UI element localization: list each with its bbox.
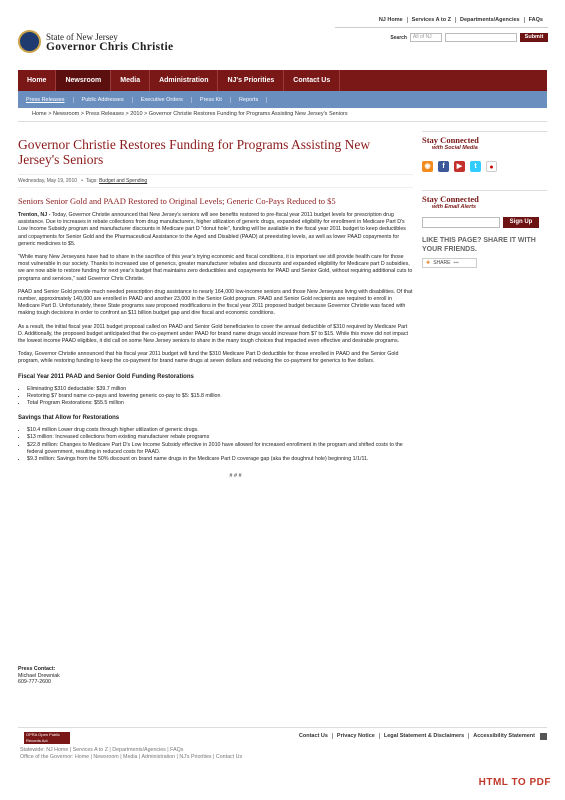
- top-link-departments[interactable]: Departments/Agencies: [455, 17, 524, 23]
- top-links: [375, 17, 547, 23]
- governor-name[interactable]: Governor Chris Christie: [46, 41, 174, 53]
- press-contact: [18, 666, 60, 686]
- restorations-heading: Fiscal Year 2011 PAAD and Senior Gold Funding Restorations: [18, 373, 194, 380]
- top-link-nj-home[interactable]: NJ Home: [378, 17, 403, 23]
- article-meta: Wednesday, May 19, 2010 • Tags: Budget and Spending: [18, 174, 413, 188]
- footer-links: [295, 733, 539, 739]
- paragraph-2: "While many New Jerseyans have had to share in the sacrifice of this year's trying economic and fiscal conditions, it is important we still provide health care for those most vulnerable in our society. Thanks to increased use of generics, greater manufacturer rebates and discounts and expanded eligibility for Medicare part D subsidies, we are now able to restore funding for next year's budget that maintains zero deductibles and copayments for PAAD and Senior Gold, without requiring additional cuts to programs and services," said Governor Chris Christie.: [18, 254, 413, 282]
- email-input[interactable]: [422, 217, 500, 228]
- nav-contact[interactable]: Contact Us: [284, 70, 340, 91]
- twitter-icon[interactable]: t: [470, 161, 481, 172]
- list-item: • $10.4 million Lower drug costs through higher utilization of generic drugs.: [27, 427, 413, 434]
- facebook-icon[interactable]: f: [438, 161, 449, 172]
- back-to-top-icon[interactable]: [540, 733, 547, 740]
- secondary-nav: [18, 91, 547, 108]
- sign-up-button[interactable]: Sign Up: [503, 217, 539, 228]
- contact-label: Press Contact:: [18, 666, 56, 672]
- search-input[interactable]: [445, 33, 517, 42]
- social-subtitle: with Social Media: [432, 145, 478, 151]
- opra-logo[interactable]: OPRA Open Public Records Act: [24, 732, 70, 744]
- subnav-executive-orders[interactable]: Executive Orders: [133, 97, 192, 103]
- savings-list: [18, 427, 413, 463]
- list-item: • Restoring $7 brand name co-pays and lowering generic co-pay to $5: $15.8 million: [27, 393, 413, 400]
- email-subtitle: with Email Alerts: [432, 204, 477, 210]
- footer-office[interactable]: Office of the Governor: Home | Newsroom | Media | Administration | NJ's Priorities | Contact Us: [20, 754, 243, 760]
- state-name: State of New Jersey: [46, 32, 118, 42]
- flickr-icon[interactable]: ●: [486, 161, 497, 172]
- footer-accessibility[interactable]: Accessibility Statement: [468, 733, 539, 739]
- search-label: Search: [390, 34, 407, 41]
- nav-media[interactable]: Media: [111, 70, 150, 91]
- paragraph-5: Today, Governor Christie announced that his fiscal year 2011 budget will fund the $310 Medicare Part D deductible for those enrolled in PAAD and the Senior Gold program, while restoring funding to keep the co-payment for brand name drugs at seven dollars and reducing the co-payment for generics to five dollars.: [18, 351, 399, 365]
- footer-legal[interactable]: Legal Statement & Disclaimers: [379, 733, 468, 739]
- paragraph-1-text: Today, Governor Christie announced that New Jersey's seniors will see benefits restored to pre-fiscal year 2011 budget levels for prescription drug assistance. Due to increases in rebate collections from drug manufacturers, higher utilization of generic drugs, expanded eligibility for enrollment in Medicare Part D's Low Income Subsidy program and manufacturer discounts in Medicare part D "donut hole", funding will be available in the fiscal year 2011 budget to keep deductibles and copayments for Senior Gold and the Pharmaceutical Assistance to the Aged and Disabled (PAAD) at preexisting levels, as well as lower PAAD copayments for generic medicines to $5.: [18, 212, 406, 247]
- search-scope-select[interactable]: All of NJ: [410, 33, 442, 42]
- list-item: • Total Program Restorations: $55.5 million: [27, 400, 413, 407]
- nav-newsroom[interactable]: Newsroom: [56, 70, 111, 91]
- primary-nav: [18, 70, 547, 91]
- site-footer: [18, 727, 547, 760]
- share-button[interactable]: [422, 258, 477, 268]
- nav-administration[interactable]: Administration: [150, 70, 218, 91]
- list-item: • $9.3 million: Savings from the 50% discount on brand name drugs in the Medicare Part D coverage gap (aka the doughnut hole) beginning 1/1/11.: [27, 456, 413, 463]
- youtube-icon[interactable]: ▶: [454, 161, 465, 172]
- nav-home[interactable]: Home: [18, 70, 56, 91]
- share-icon: ✚: [426, 260, 431, 266]
- paragraph-1: [18, 212, 413, 248]
- top-link-services[interactable]: Services A to Z: [407, 17, 455, 23]
- share-services-icons: ▪▪▪: [453, 260, 459, 266]
- nj-seal-logo[interactable]: [18, 30, 41, 53]
- breadcrumb[interactable]: Home > Newsroom > Press Releases > 2010 > Governor Christie Restores Funding for Programs Assisting New Jersey's Seniors: [32, 111, 348, 117]
- article: [18, 137, 413, 479]
- article-title: Governor Christie Restores Funding for Programs Assisting New Jersey's Seniors: [18, 137, 371, 167]
- tags-label: Tags:: [85, 178, 98, 184]
- subnav-press-releases[interactable]: Press Releases: [18, 97, 74, 103]
- restorations-list: [18, 386, 413, 408]
- sidebar-email: [422, 190, 547, 268]
- social-title: Stay Connected: [422, 135, 479, 145]
- savings-heading: Savings that Allow for Restorations: [18, 415, 120, 422]
- paragraph-3: PAAD and Senior Gold provide much needed prescription drug assistance to nearly 164,000 low-income seniors and those New Jerseyans living with disabilities. Of that number, approximately 140,000 are enrolled in PAAD and another 23,000 in the Senior Gold program. PAAD and Senior Gold recipients are required to enroll in Medicare Part D. Unfortunately, these State programs saw proposed modifications in the fiscal year 2011 proposed budget because Governor Christie was faced with making tough decisions in order to confront an $11 billion budget gap and dire fiscal and economic conditions.: [18, 288, 413, 317]
- list-item: • $22.8 million: Changes to Medicare Part D's Low Income Subsidy effective in 2010 have allowed for increased enrollment in the program and shifted costs to the federal government, resulting in reduced costs for PAAD.: [27, 442, 413, 456]
- site-header: [18, 28, 548, 68]
- rss-icon[interactable]: ◉: [422, 161, 433, 172]
- article-subtitle: Seniors Senior Gold and PAAD Restored to Original Levels; Generic Co-Pays Reduced to $5: [18, 196, 336, 206]
- dateline: Trenton, NJ -: [18, 212, 51, 218]
- list-item: • Eliminating $310 deductable: $39.7 million: [27, 386, 413, 393]
- contact-phone: 609-777-2600: [18, 679, 51, 685]
- paragraph-4: As a result, the initial fiscal year 2011 budget proposal called on PAAD and Senior Gold beneficiaries to cover the annual deductible of $310 required by Medicare Part D. Additionally, the proposed budget anticipated that the co-payment under PAAD for brand name drugs would increase from $7 to $15. While this move did not impact the lowest income PAAD eligibles, it did call on some New Jersey seniors to share in the many tough choices that impacted even effective and desirable programs.: [18, 323, 408, 345]
- html-to-pdf-badge: HTML TO PDF: [478, 777, 551, 788]
- list-item: • $13 million: Increased collections from existing manufacturer rebate programs: [27, 434, 413, 441]
- breadcrumb-divider: [18, 121, 547, 122]
- share-label: SHARE: [433, 260, 451, 266]
- share-prompt: LIKE THIS PAGE? SHARE IT WITH YOUR FRIENDS.: [422, 237, 536, 253]
- tag-link[interactable]: Budget and Spending: [99, 178, 148, 184]
- email-title: Stay Connected: [422, 194, 479, 204]
- footer-statewide[interactable]: Statewide: NJ Home | Services A to Z | Departments/Agencies | FAQs: [20, 747, 184, 753]
- article-date: Wednesday, May 19, 2010: [18, 178, 78, 184]
- social-icons: [422, 161, 547, 172]
- contact-name: Michael Drewniak: [18, 672, 60, 679]
- end-marker: # # #: [229, 473, 242, 480]
- email-signup: [422, 217, 547, 228]
- top-link-faqs[interactable]: FAQs: [524, 17, 547, 23]
- subnav-reports[interactable]: Reports: [231, 97, 267, 103]
- nav-priorities[interactable]: NJ's Priorities: [218, 70, 284, 91]
- search-bar: [390, 33, 548, 42]
- sidebar-social: [422, 131, 547, 172]
- social-box: [422, 131, 547, 172]
- email-box: [422, 190, 547, 268]
- search-submit-button[interactable]: Submit: [520, 33, 548, 42]
- subnav-public-addresses[interactable]: Public Addresses: [74, 97, 133, 103]
- footer-contact-us[interactable]: Contact Us: [298, 733, 328, 739]
- footer-privacy[interactable]: Privacy Notice: [332, 733, 379, 739]
- subnav-press-kit[interactable]: Press Kit: [192, 97, 231, 103]
